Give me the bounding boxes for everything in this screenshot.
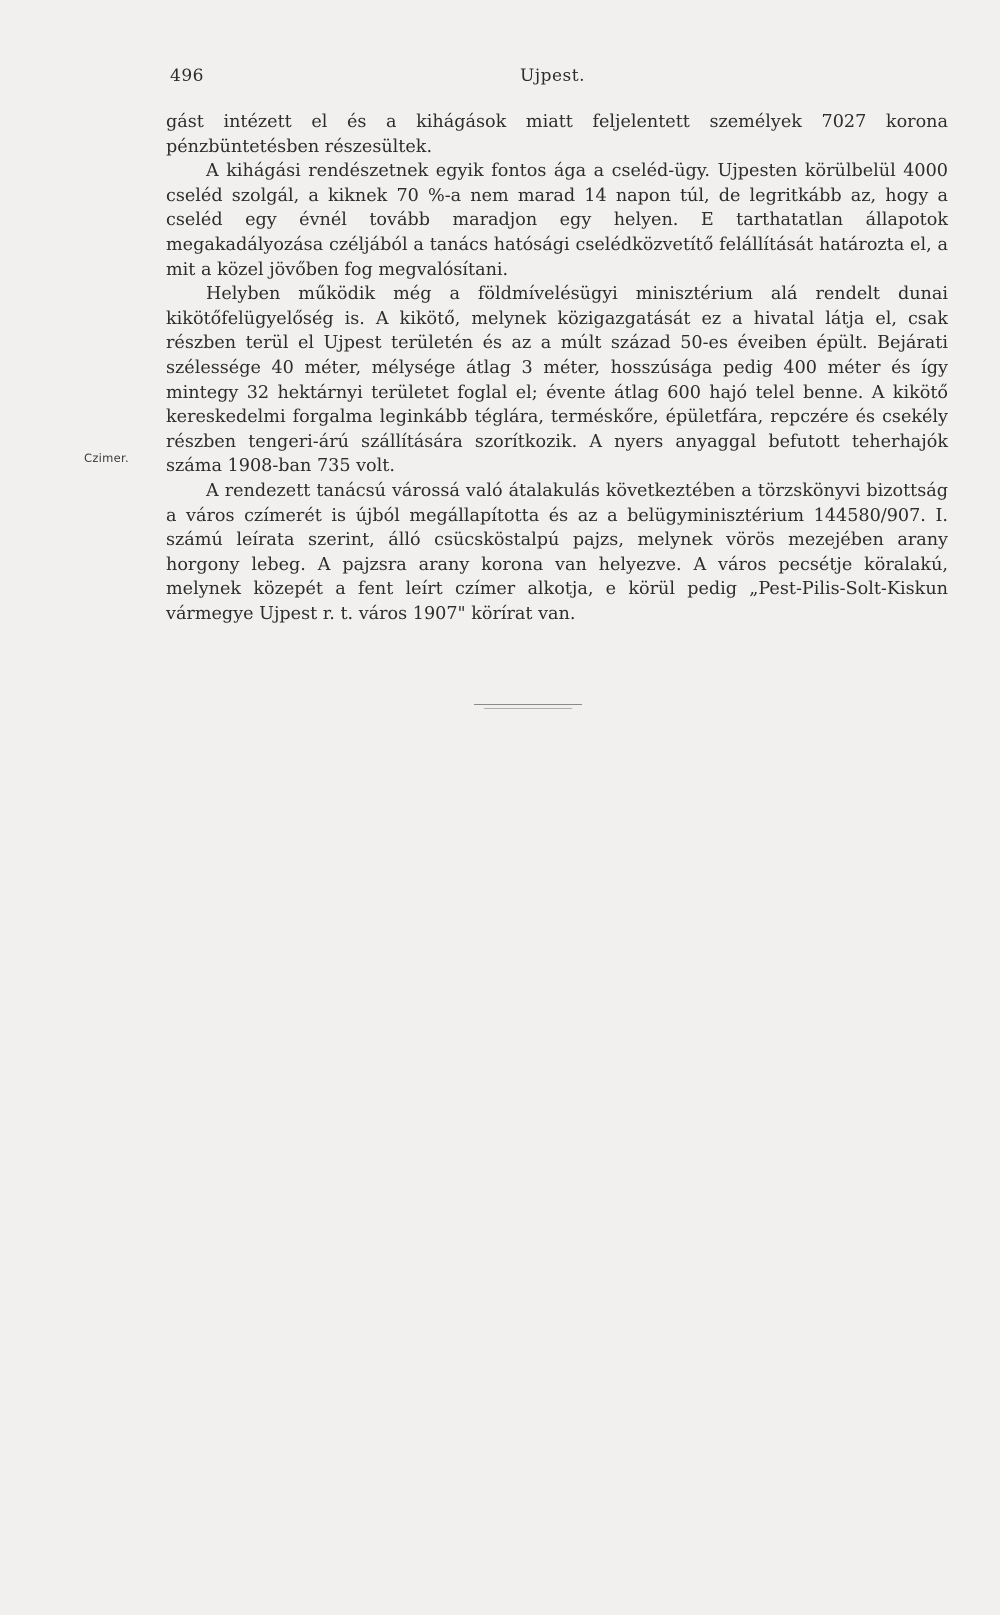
section-end-rule-lower — [484, 708, 572, 709]
paragraph-continuation: gást intézett el és a kihágások miatt feljelentett személyek 7027 korona pénzbüntetésben részesültek. — [166, 112, 948, 157]
section-end-rule — [474, 704, 582, 705]
paragraph-kikoto: Helyben működik még a földmívelésügyi minisztérium alá rendelt dunai kikötőfelügyelőség is. A kikötő, melynek közigazgatását ez a hivatal látja el, csak részben terül el Ujpest területén és az a múlt század 50-es éveiben épült. Bejárati szélessége 40 méter, mélysége átlag 3 méter, hosszúsága pedig 400 méter és így mintegy 32 hektárnyi területet foglal el; évente átlag 600 hajó telel benne. A kikötő kereskedelmi forgalma leginkább téglára, terméskőre, épületfára, repczére és csekély részben tengeri-árú szállítására szorítkozik. A nyers anyaggal befutott teherhajók száma 1908-ban 735 volt. — [166, 284, 948, 477]
margin-note: Czimer. — [84, 451, 129, 465]
paragraph-cseled-ugy: A kihágási rendészetnek egyik fontos ága a cseléd-ügy. Ujpesten körülbelül 4000 cseléd szolgál, a kiknek 70 %-a nem marad 14 napon túl, de legritkább az, hogy a cseléd egy évnél tovább maradjon egy helyen. E tarthatatlan állapotok megakadályozása czéljából a tanács hatósági cselédközvetítő felállítását határozta el, a mit a közel jövőben fog megvalósítani. — [166, 161, 948, 280]
page-number: 496 — [170, 66, 204, 86]
running-title: Ujpest. — [520, 66, 586, 86]
paragraph-czimer: A rendezett tanácsú várossá való átalakulás következtében a törzskönyvi bizottság a város czímerét is újból megállapította és az a belügyminisztérium 144580/907. I. számú leírata szerint, álló csücsköstalpú pajzs, melynek vörös mezejében arany horgony lebeg. A pajzsra arany korona van helyezve. A város pecsétje köralakú, melynek közepét a fent leírt czímer alkotja, e körül pedig „Pest-Pilis-Solt-Kiskun vármegye Ujpest r. t. város 1907" körírat van. — [166, 480, 948, 624]
page-header — [170, 66, 950, 96]
body-text — [166, 110, 948, 626]
